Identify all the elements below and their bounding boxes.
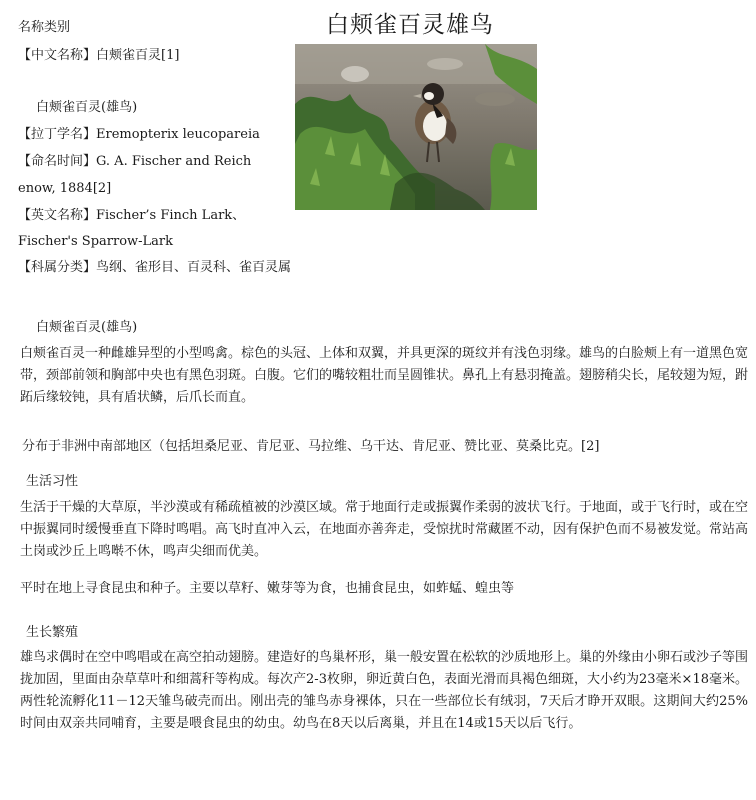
description-text: 白颊雀百灵一种雌雄异型的小型鸣禽。棕色的头冠、上体和双翼，并具更深的斑纹并有浅色羽缘。雄鸟的白脸颊上有一道黑色宽带，颈部前领和胸部中央也有黑色羽斑。白腹。它们的嘴较粗壮而呈圆锥状。鼻孔上有悬羽掩盖。翅膀稍尖长，尾较翅为短，跗跖后缘较钝，具有盾状鳞，后爪长而直。	[20, 346, 749, 405]
naming-time-line-1: 【命名时间】G. A. Fischer and Reich	[18, 154, 252, 169]
habits-heading: 生活习性	[26, 474, 79, 489]
bird-photo-illustration	[295, 44, 537, 210]
breeding-text: 雄鸟求偶时在空中鸣唱或在高空拍动翅膀。建造好的鸟巢杯形，巢一般安置在松软的沙质地形上。巢的外缘由小卵石或沙子等围拢加固，里面由杂草草叶和细蒿秆等构成。每次产2-3枚卵，卵近黄白色，表面光滑而具褐色细斑，大小约为23毫米×18毫米。两性轮流孵化11－12天雏鸟破壳而出。刚出壳的雏鸟赤身裸体，只在一些部位长有绒羽，7天后才睁开双眼。这期间大约25%时间由双亲共同哺育，主要是喂食昆虫的幼虫。幼鸟在8天以后离巢，并且在14或15天以后飞行。	[20, 650, 749, 731]
habits-paragraph-1: 生活于干燥的大草原，半沙漠或有稀疏植被的沙漠区域。常于地面行走或振翼作柔弱的波状飞行。于地面，或于飞行时，或在空中振翼同时缓慢垂直下降时鸣唱。高飞时直冲入云，在地面亦善奔走，受惊扰时常藏匿不动，因有保护色而不易被发觉。常站高土岗或沙丘上鸣啭不休，鸣声尖细而优美。	[20, 500, 749, 559]
section-label: 名称类别	[18, 20, 71, 35]
taxonomy: 【科属分类】鸟纲、雀形目、百灵科、雀百灵属	[18, 260, 292, 275]
english-name-line-1: 【英文名称】Fischer’s Finch Lark、	[18, 208, 246, 223]
distribution-text: 分布于非洲中南部地区（包括坦桑尼亚、肯尼亚、马拉维、乌干达、肯尼亚、赞比亚、莫桑比克。[2]	[22, 439, 600, 454]
description-caption: 白颊雀百灵(雄鸟)	[36, 320, 138, 335]
naming-time-line-2: enow, 1884[2]	[18, 181, 112, 196]
bird-photo	[295, 44, 537, 210]
habits-paragraph-2: 平时在地上寻食昆虫和种子。主要以草籽、嫩芽等为食，也捕食昆虫，如蚱蜢、蝗虫等	[20, 581, 515, 596]
english-name-line-2: Fischer's Sparrow-Lark	[18, 234, 174, 249]
breeding-heading: 生长繁殖	[26, 625, 79, 640]
photo-caption: 白颊雀百灵(雄鸟)	[36, 100, 138, 115]
chinese-name: 【中文名称】白颊雀百灵[1]	[18, 48, 180, 63]
page-title: 白颊雀百灵雄鸟	[326, 12, 494, 38]
latin-name: 【拉丁学名】Eremopterix leucopareia	[18, 127, 260, 142]
